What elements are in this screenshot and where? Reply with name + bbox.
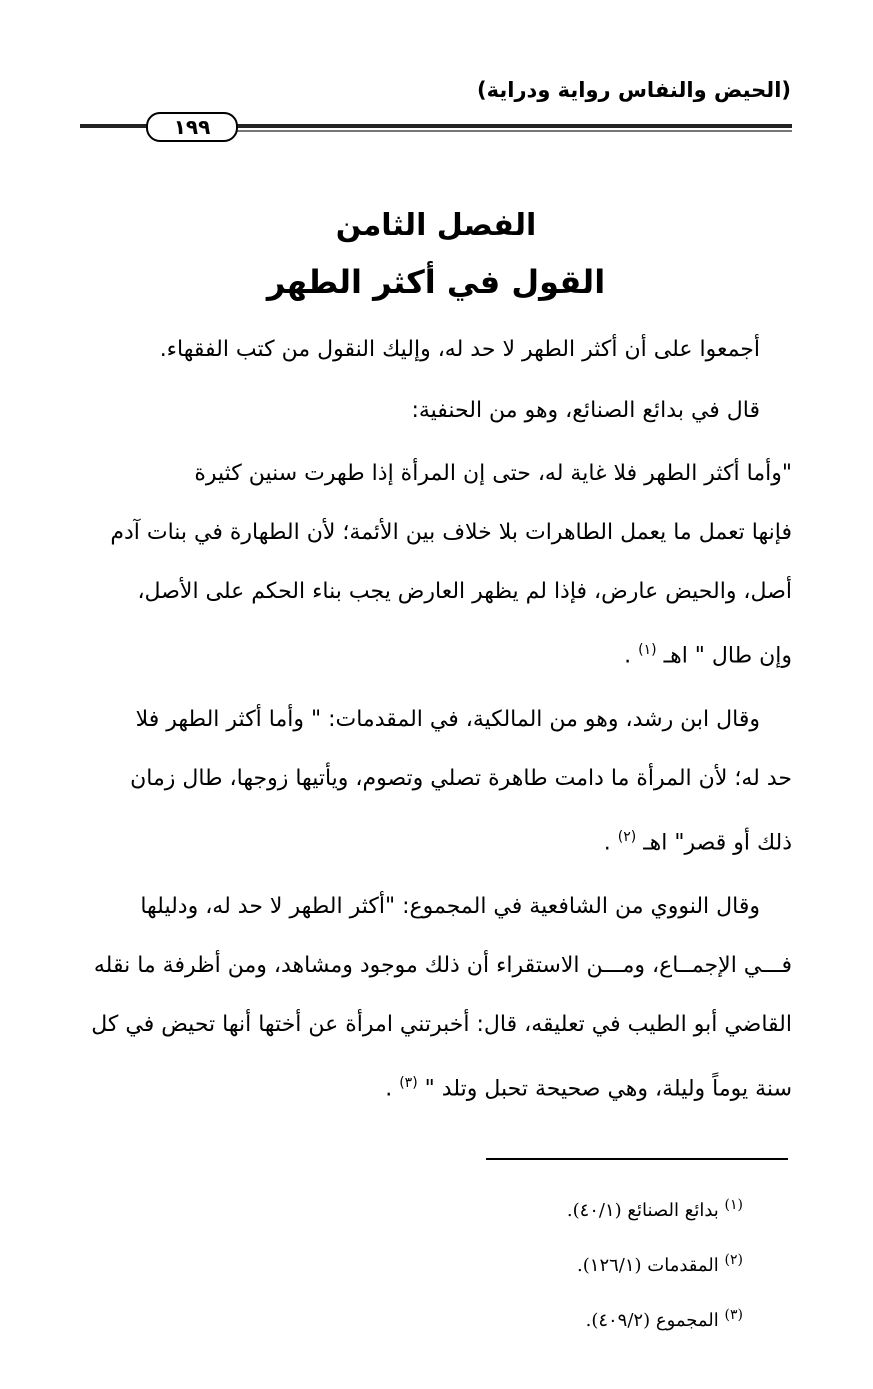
chapter-label: الفصل الثامن [335, 208, 537, 243]
footnote-marker: (٣) [399, 1075, 418, 1091]
paragraph-line: فإنها تعمل ما يعمل الطاهرات بلا خلاف بين الأئمة؛ لأن الطهارة في بنات آدم [110, 520, 792, 545]
paragraph-4 [80, 690, 792, 867]
paragraph-line-last: ذلك أو قصر" اهـ $^{(٢)}$ . [603, 829, 792, 856]
footnote-item [567, 1233, 743, 1288]
paragraph-line: حد له؛ لأن المرأة ما دامت طاهرة تصلي وتصوم، ويأتيها زوجها، طال زمان [130, 766, 792, 791]
paragraph-line: أجمعوا على أن أكثر الطهر لا حد له، وإليك النقول من كتب الفقهاء. [159, 337, 760, 362]
paragraph-line: أصل، والحيض عارض، فإذا لم يظهر العارض يجب بناء الحكم على الأصل، [137, 579, 792, 604]
footnote-number: (٢) [724, 1252, 743, 1268]
running-title: (الحيض والنفاس رواية ودراية) [477, 78, 791, 102]
footnote-separator [486, 1158, 788, 1160]
paragraph-line: القاضي أبو الطيب في تعليقه، قال: أخبرتني امرأة عن أختها أنها تحيض في كل [91, 1012, 792, 1037]
paragraph-2 [80, 381, 792, 440]
paragraph-line: قال في بدائع الصنائع، وهو من الحنفية: [411, 398, 760, 423]
footnote-item [567, 1178, 743, 1233]
footnote-text: المجموع (٤٠٩/٢). [585, 1310, 719, 1331]
paragraph-line: "وأما أكثر الطهر فلا غاية له، حتى إن المرأة إذا طهرت سنين كثيرة [194, 461, 792, 486]
footnote-marker: (١) [638, 642, 657, 658]
footnote-item [567, 1288, 743, 1343]
chapter-title: القول في أكثر الطهر [266, 263, 606, 301]
paragraph-line-text: سنة يوماً وليلة، وهي صحيحة تحبل وتلد " [424, 1076, 792, 1102]
footnotes [567, 1178, 743, 1343]
paragraph-1 [80, 320, 792, 379]
page-number: ١٩٩ [146, 112, 238, 142]
header-rule-line-thin [210, 130, 792, 132]
footnote-text: بدائع الصنائع (٤٠/١). [566, 1200, 719, 1221]
paragraph-3 [80, 444, 792, 680]
paragraph-line-text: وإن طال " اهـ [663, 643, 792, 669]
paragraph-line: وقال ابن رشد، وهو من المالكية، في المقدمات: " وأما أكثر الطهر فلا [135, 707, 760, 732]
footnote-marker: (٢) [617, 829, 637, 845]
paragraph-line: وقال النووي من الشافعية في المجموع: "أكثر الطهر لا حد له، ودليلها [140, 894, 760, 919]
paragraph-5 [80, 877, 792, 1113]
footnote-number: (١) [724, 1197, 743, 1213]
footnote-number: (٣) [724, 1307, 743, 1323]
paragraph-line-text: ذلك أو قصر" اهـ [643, 830, 792, 856]
footnote-text: المقدمات (١٢٦/١). [577, 1255, 719, 1276]
paragraph-line-last: سنة يوماً وليلة، وهي صحيحة تحبل وتلد " $^{(٣)}$ . [385, 1075, 792, 1102]
header-rule [80, 112, 792, 140]
paragraph-line-last: وإن طال " اهـ $^{(١)}$ . [624, 642, 792, 669]
paragraph-line: فـــي الإجمــاع، ومـــن الاستقراء أن ذلك موجود ومشاهد، ومن أظرفة ما نقله [93, 953, 792, 978]
